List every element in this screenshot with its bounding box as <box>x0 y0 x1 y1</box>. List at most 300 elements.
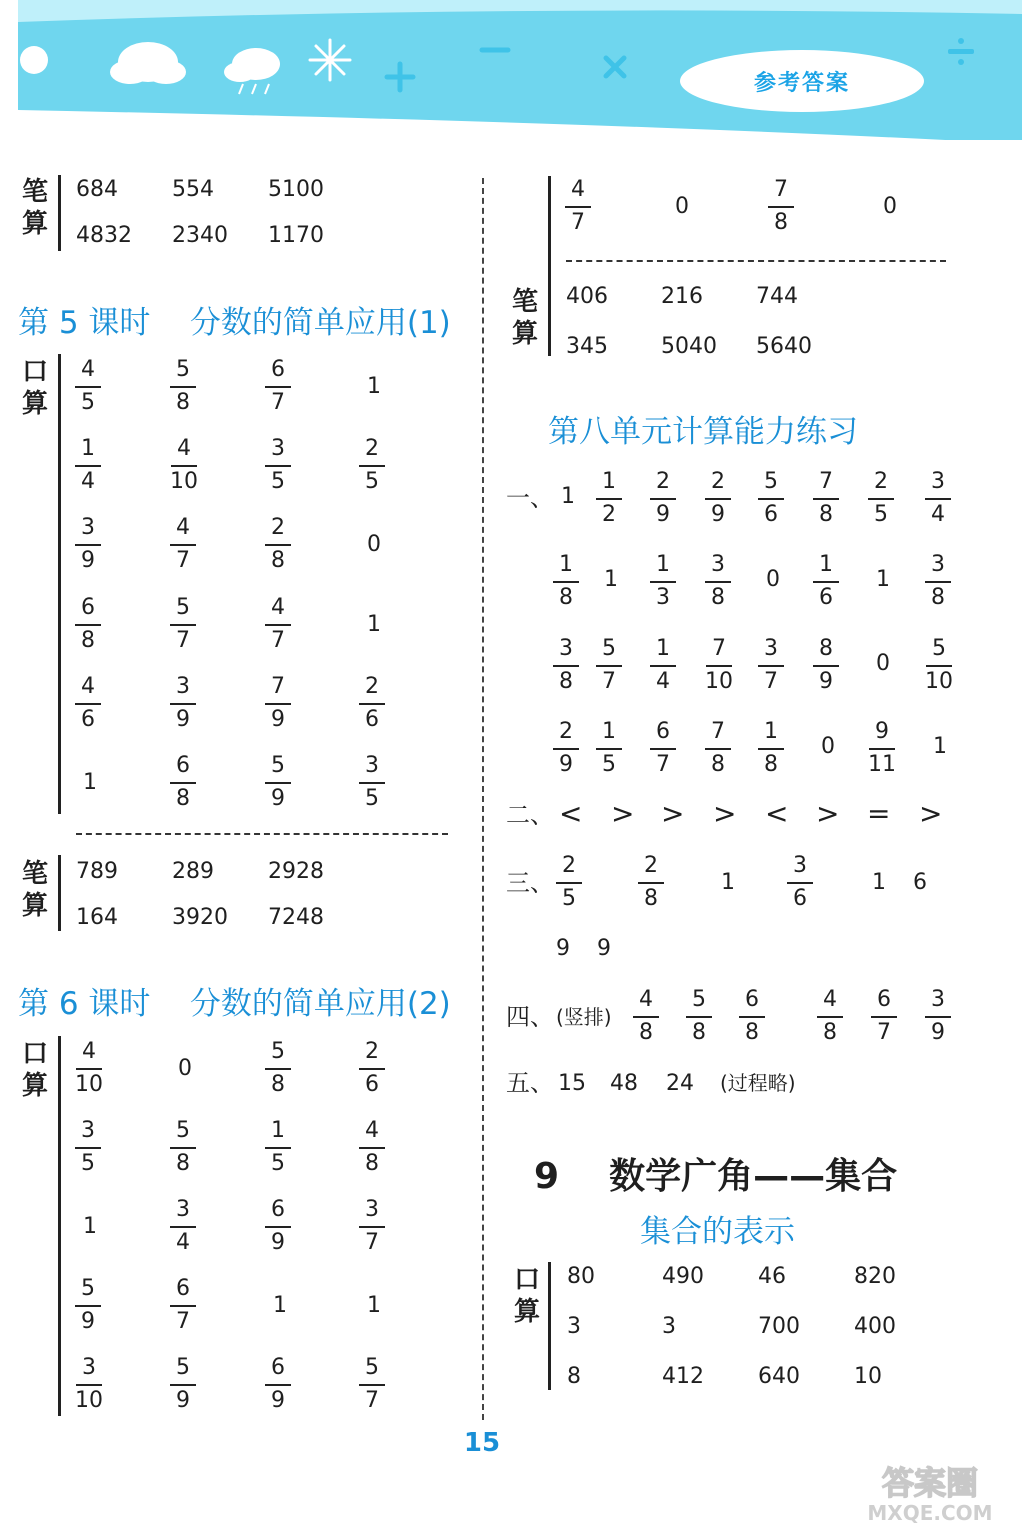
answer: 1 <box>933 734 947 759</box>
fraction-bar <box>553 748 579 750</box>
answer: 2928 <box>268 859 324 884</box>
q2-label: 二、 <box>506 801 554 829</box>
fraction-answer <box>650 720 676 777</box>
denominator: 9 <box>819 669 833 694</box>
numerator: 4 <box>571 177 585 202</box>
denominator: 8 <box>559 585 573 610</box>
numerator: 3 <box>931 987 945 1012</box>
answer: 0 <box>178 1056 192 1081</box>
fraction-answer <box>705 553 731 610</box>
fraction-bar <box>596 665 622 667</box>
fraction-answer <box>758 720 784 777</box>
denominator: 9 <box>271 786 285 811</box>
fraction-answer <box>170 1277 196 1334</box>
denominator: 7 <box>271 390 285 415</box>
answer: 1 <box>367 612 381 637</box>
fraction-bar <box>926 665 952 667</box>
fraction-bar <box>596 498 622 500</box>
fraction-answer <box>170 1356 196 1413</box>
fraction-bar <box>556 882 582 884</box>
numerator: 5 <box>271 753 285 778</box>
fraction-answer <box>170 675 196 732</box>
denominator: 2 <box>602 502 616 527</box>
numerator: 3 <box>271 436 285 461</box>
denominator: 4 <box>81 469 95 494</box>
denominator: 7 <box>271 628 285 653</box>
fraction-answer <box>170 1119 196 1176</box>
fraction-answer <box>75 437 101 494</box>
numerator: 3 <box>711 552 725 577</box>
numerator: 1 <box>602 469 616 494</box>
fraction-bar <box>817 1016 843 1018</box>
fraction-bar <box>813 498 839 500</box>
denominator: 8 <box>176 390 190 415</box>
comparison-symbol: < <box>765 797 789 830</box>
denominator: 9 <box>81 1309 95 1334</box>
denominator: 9 <box>559 752 573 777</box>
q1-label: 一、 <box>506 484 554 512</box>
numerator: 4 <box>639 987 653 1012</box>
numerator: 7 <box>774 177 788 202</box>
fraction-bar <box>265 544 291 546</box>
fraction-answer <box>170 596 196 653</box>
fraction-bar <box>170 703 196 705</box>
numerator: 3 <box>176 1197 190 1222</box>
fraction-answer <box>813 553 839 610</box>
answer: 0 <box>821 734 835 759</box>
numerator: 3 <box>365 1197 379 1222</box>
kousuan-label: 口 算 <box>513 1265 540 1327</box>
denominator: 6 <box>764 502 778 527</box>
denominator: 5 <box>874 502 888 527</box>
answer: 0 <box>766 567 780 592</box>
fraction-answer <box>705 720 731 777</box>
fraction-answer <box>170 516 196 573</box>
fraction-bar <box>650 581 676 583</box>
denominator: 8 <box>774 210 788 235</box>
fraction-bar <box>170 386 196 388</box>
denominator: 8 <box>176 786 190 811</box>
numerator: 3 <box>931 469 945 494</box>
fraction-bar <box>75 465 101 467</box>
fraction-answer <box>813 637 839 694</box>
fraction-answer <box>265 675 291 732</box>
fraction-answer <box>705 470 731 527</box>
answer: 0 <box>883 194 897 219</box>
answer: 1 <box>561 484 575 509</box>
numerator: 7 <box>711 719 725 744</box>
answer: 406 <box>566 284 608 309</box>
fraction-bar <box>76 1384 102 1386</box>
fraction-bar <box>170 1305 196 1307</box>
answer: 1 <box>721 870 735 895</box>
numerator: 5 <box>932 636 946 661</box>
fraction-bar <box>596 748 622 750</box>
denominator: 7 <box>877 1020 891 1045</box>
fraction-answer <box>359 1040 385 1097</box>
denominator: 8 <box>711 585 725 610</box>
fraction-bar <box>739 1016 765 1018</box>
q4-label: 四、 <box>506 1003 554 1031</box>
numerator: 2 <box>365 1039 379 1064</box>
fraction-bar <box>787 882 813 884</box>
denominator: 7 <box>365 1388 379 1413</box>
fraction-bar <box>633 1016 659 1018</box>
numerator: 6 <box>271 357 285 382</box>
answer: 3920 <box>172 905 228 930</box>
fraction-bar <box>265 782 291 784</box>
numerator: 1 <box>656 552 670 577</box>
numerator: 9 <box>875 719 889 744</box>
denominator: 8 <box>819 502 833 527</box>
fraction-bar <box>705 748 731 750</box>
answer: 5100 <box>268 177 324 202</box>
answer: 789 <box>76 859 118 884</box>
fraction-answer <box>75 358 101 415</box>
numerator: 4 <box>176 515 190 540</box>
denominator: 8 <box>271 1072 285 1097</box>
denominator: 7 <box>176 548 190 573</box>
numerator: 5 <box>602 636 616 661</box>
numerator: 6 <box>176 1276 190 1301</box>
fraction-bar <box>925 498 951 500</box>
fraction-answer <box>868 720 896 777</box>
fraction-bar <box>650 665 676 667</box>
fraction-bar <box>359 1147 385 1149</box>
denominator: 5 <box>365 786 379 811</box>
fraction-answer <box>265 516 291 573</box>
fraction-bar <box>813 665 839 667</box>
fraction-bar <box>359 782 385 784</box>
fraction-answer <box>868 470 894 527</box>
answer: 684 <box>76 177 118 202</box>
numerator: 7 <box>271 674 285 699</box>
answer: 164 <box>76 905 118 930</box>
answer: 8 <box>567 1364 581 1389</box>
fraction-answer <box>596 720 622 777</box>
denominator: 9 <box>176 1388 190 1413</box>
denominator: 4 <box>176 1230 190 1255</box>
denominator: 10 <box>170 469 198 494</box>
answer: 3 <box>662 1314 676 1339</box>
numerator: 5 <box>176 357 190 382</box>
answer: 345 <box>566 334 608 359</box>
answer: 1 <box>83 770 97 795</box>
fraction-answer <box>359 1198 385 1255</box>
numerator: 5 <box>692 987 706 1012</box>
numerator: 6 <box>745 987 759 1012</box>
denominator: 7 <box>602 669 616 694</box>
q4-note: (竖排) <box>556 1005 612 1029</box>
denominator: 6 <box>365 1072 379 1097</box>
fraction-answer <box>925 553 951 610</box>
fraction-answer <box>553 637 579 694</box>
answer: 10 <box>854 1364 882 1389</box>
answer: 9 <box>597 936 611 961</box>
denominator: 8 <box>823 1020 837 1045</box>
fraction-bar <box>925 1016 951 1018</box>
section-rule <box>58 855 61 931</box>
q3-label: 三、 <box>506 869 554 897</box>
denominator: 8 <box>745 1020 759 1045</box>
answer: 1 <box>367 1293 381 1318</box>
answer: 48 <box>610 1071 638 1096</box>
q5-note: (过程略) <box>720 1071 796 1095</box>
fraction-bar <box>265 1068 291 1070</box>
numerator: 4 <box>365 1118 379 1143</box>
answer: 820 <box>854 1264 896 1289</box>
denominator: 10 <box>75 1388 103 1413</box>
numerator: 2 <box>711 469 725 494</box>
section-rule <box>58 354 61 814</box>
fraction-bar <box>758 498 784 500</box>
fraction-bar <box>686 1016 712 1018</box>
fraction-bar <box>265 1226 291 1228</box>
answer: 1 <box>876 567 890 592</box>
numerator: 3 <box>81 1118 95 1143</box>
denominator: 9 <box>271 1230 285 1255</box>
numerator: 3 <box>81 515 95 540</box>
answer: 1 <box>83 1214 97 1239</box>
section-rule <box>548 176 551 356</box>
denominator: 8 <box>639 1020 653 1045</box>
numerator: 7 <box>819 469 833 494</box>
section-rule <box>58 175 61 251</box>
answer: 7248 <box>268 905 324 930</box>
numerator: 4 <box>81 674 95 699</box>
denominator: 5 <box>602 752 616 777</box>
answer: 744 <box>756 284 798 309</box>
fraction-bar <box>758 748 784 750</box>
answer: 1 <box>273 1293 287 1318</box>
numerator: 3 <box>82 1355 96 1380</box>
numerator: 1 <box>602 719 616 744</box>
fraction-bar <box>76 1068 102 1070</box>
comparison-symbol: < <box>559 797 583 830</box>
answer: 80 <box>567 1264 595 1289</box>
denominator: 5 <box>271 469 285 494</box>
section-rule <box>58 1036 61 1416</box>
fraction-bar <box>171 465 197 467</box>
denominator: 7 <box>365 1230 379 1255</box>
fraction-answer <box>633 988 659 1045</box>
q5-label: 五、 <box>506 1069 554 1097</box>
fraction-answer <box>650 470 676 527</box>
fraction-bar <box>265 1384 291 1386</box>
fraction-bar <box>813 581 839 583</box>
fraction-answer <box>553 553 579 610</box>
denominator: 9 <box>176 707 190 732</box>
numerator: 2 <box>271 515 285 540</box>
numerator: 6 <box>271 1197 285 1222</box>
denominator: 8 <box>644 886 658 911</box>
denominator: 9 <box>711 502 725 527</box>
fraction-bar <box>553 665 579 667</box>
numerator: 4 <box>271 595 285 620</box>
fraction-bar <box>170 1384 196 1386</box>
column-divider <box>482 178 484 1420</box>
denominator: 8 <box>559 669 573 694</box>
comparison-symbol: > <box>919 797 943 830</box>
numerator: 5 <box>365 1355 379 1380</box>
answer: 5640 <box>756 334 812 359</box>
denominator: 9 <box>81 548 95 573</box>
numerator: 5 <box>176 1118 190 1143</box>
denominator: 9 <box>271 707 285 732</box>
numerator: 3 <box>559 636 573 661</box>
numerator: 1 <box>764 719 778 744</box>
numerator: 1 <box>656 636 670 661</box>
answer: 0 <box>367 532 381 557</box>
numerator: 1 <box>271 1118 285 1143</box>
fraction-bar <box>553 581 579 583</box>
dashed-separator <box>76 833 448 835</box>
numerator: 4 <box>81 357 95 382</box>
fraction-answer <box>925 988 951 1045</box>
fraction-bar <box>265 386 291 388</box>
fraction-answer <box>596 470 622 527</box>
fraction-bar <box>75 1305 101 1307</box>
unit-8-title: 第八单元计算能力练习 <box>548 414 858 450</box>
fraction-bar <box>265 465 291 467</box>
denominator: 6 <box>365 707 379 732</box>
denominator: 8 <box>711 752 725 777</box>
fraction-bar <box>75 624 101 626</box>
numerator: 5 <box>176 595 190 620</box>
fraction-answer <box>739 988 765 1045</box>
fraction-answer <box>596 637 622 694</box>
fraction-bar <box>75 386 101 388</box>
numerator: 5 <box>176 1355 190 1380</box>
fraction-answer <box>75 516 101 573</box>
answer: 24 <box>666 1071 694 1096</box>
dashed-separator <box>566 260 946 262</box>
fraction-bar <box>565 206 591 208</box>
numerator: 8 <box>819 636 833 661</box>
numerator: 6 <box>176 753 190 778</box>
fraction-answer <box>359 754 385 811</box>
numerator: 5 <box>764 469 778 494</box>
answer: 6 <box>913 870 927 895</box>
svg-text:MXQE.COM: MXQE.COM <box>867 1501 993 1525</box>
watermark-logo <box>845 1460 1015 1526</box>
answer: 1170 <box>268 223 324 248</box>
answer: 4832 <box>76 223 132 248</box>
denominator: 5 <box>365 469 379 494</box>
svg-text:答案圈: 答案圈 <box>881 1464 979 1502</box>
answer: 1 <box>872 870 886 895</box>
answer: 2340 <box>172 223 228 248</box>
denominator: 10 <box>75 1072 103 1097</box>
numerator: 3 <box>793 853 807 878</box>
fraction-answer <box>265 358 291 415</box>
fraction-answer <box>359 675 385 732</box>
denominator: 8 <box>931 585 945 610</box>
fraction-answer <box>871 988 897 1045</box>
numerator: 1 <box>819 552 833 577</box>
chapter-9-subtitle: 集合的表示 <box>640 1214 795 1250</box>
numerator: 3 <box>931 552 945 577</box>
numerator: 2 <box>559 719 573 744</box>
answer: 46 <box>758 1264 786 1289</box>
denominator: 3 <box>656 585 670 610</box>
answer-key-badge: 参考答案 <box>680 50 924 112</box>
comparison-symbol: > <box>816 797 840 830</box>
denominator: 5 <box>81 390 95 415</box>
fraction-bar <box>170 1147 196 1149</box>
denominator: 4 <box>656 669 670 694</box>
fraction-answer <box>813 470 839 527</box>
bisuan-label: 笔 算 <box>21 177 48 239</box>
fraction-answer <box>556 854 582 911</box>
denominator: 8 <box>81 628 95 653</box>
denominator: 7 <box>656 752 670 777</box>
answer: 5040 <box>661 334 717 359</box>
fraction-answer <box>650 553 676 610</box>
fraction-answer <box>75 1356 103 1413</box>
fraction-bar <box>265 624 291 626</box>
fraction-answer <box>638 854 664 911</box>
answer: 490 <box>662 1264 704 1289</box>
fraction-answer <box>768 178 794 235</box>
fraction-bar <box>705 581 731 583</box>
comparison-symbol: = <box>867 797 891 830</box>
kousuan-label: 口 算 <box>21 357 48 419</box>
numerator: 6 <box>81 595 95 620</box>
comparison-symbol: > <box>661 797 685 830</box>
fraction-answer <box>705 637 733 694</box>
fraction-answer <box>686 988 712 1045</box>
fraction-bar <box>705 498 731 500</box>
fraction-answer <box>265 1119 291 1176</box>
fraction-answer <box>817 988 843 1045</box>
fraction-bar <box>768 206 794 208</box>
denominator: 8 <box>365 1151 379 1176</box>
numerator: 4 <box>82 1039 96 1064</box>
denominator: 10 <box>705 669 733 694</box>
numerator: 3 <box>176 674 190 699</box>
numerator: 4 <box>177 436 191 461</box>
numerator: 3 <box>764 636 778 661</box>
fraction-answer <box>925 470 951 527</box>
page-number: 15 <box>463 1428 501 1458</box>
fraction-bar <box>650 498 676 500</box>
fraction-answer <box>75 1277 101 1334</box>
denominator: 7 <box>176 628 190 653</box>
fraction-answer <box>75 596 101 653</box>
fraction-answer <box>170 437 198 494</box>
numerator: 5 <box>81 1276 95 1301</box>
fraction-bar <box>170 624 196 626</box>
answer: 700 <box>758 1314 800 1339</box>
denominator: 8 <box>176 1151 190 1176</box>
fraction-answer <box>265 437 291 494</box>
numerator: 2 <box>656 469 670 494</box>
fraction-answer <box>925 637 953 694</box>
answer: 0 <box>675 194 689 219</box>
numerator: 6 <box>877 987 891 1012</box>
answer: 412 <box>662 1364 704 1389</box>
fraction-bar <box>871 1016 897 1018</box>
numerator: 6 <box>271 1355 285 1380</box>
denominator: 6 <box>81 707 95 732</box>
answer: 15 <box>558 1071 586 1096</box>
fraction-answer <box>787 854 813 911</box>
fraction-bar <box>638 882 664 884</box>
bisuan-label: 笔 算 <box>21 859 48 921</box>
numerator: 1 <box>559 552 573 577</box>
fraction-answer <box>265 754 291 811</box>
